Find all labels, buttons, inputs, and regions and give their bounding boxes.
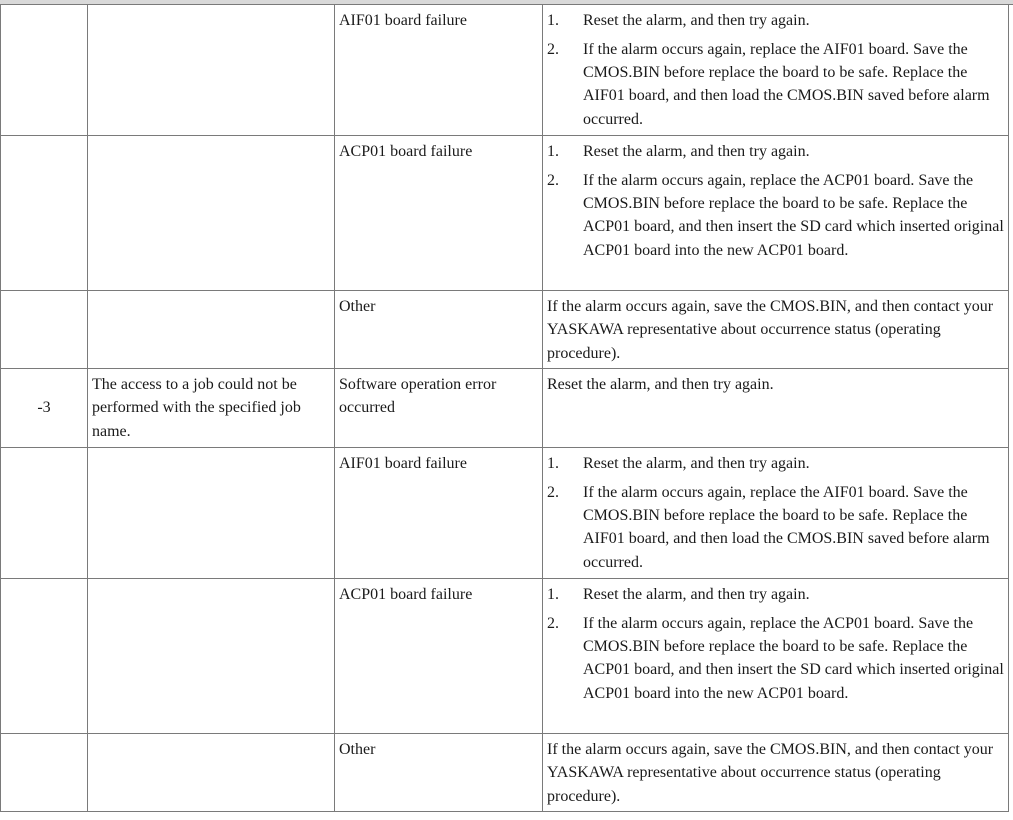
remedy-step — [547, 612, 1004, 705]
alarm-code-cell: -3 — [1, 369, 88, 448]
step-number: 2. — [547, 171, 559, 189]
step-text: If the alarm occurs again, replace the ACP01 board. Save the CMOS.BIN before replace the board to be safe. Replace the ACP01 board, and then insert the SD card which inserted original ACP01 board into the new ACP01 board. — [583, 171, 1004, 259]
alarm-code-cell — [1, 448, 88, 579]
alarm-description-cell — [88, 734, 335, 812]
table-row — [1, 579, 1009, 734]
remedy-step — [547, 140, 1004, 163]
step-number: 1. — [547, 143, 559, 160]
remedy-steps — [547, 140, 1004, 262]
table-row — [1, 448, 1009, 579]
remedy-steps — [547, 583, 1004, 705]
table-row — [1, 369, 1009, 448]
step-text: If the alarm occurs again, replace the AIF01 board. Save the CMOS.BIN before replace the board to be safe. Replace the AIF01 board, and then load the CMOS.BIN saved before alarm occurred. — [583, 40, 990, 128]
alarm-code-cell — [1, 579, 88, 734]
step-number: 1. — [547, 12, 559, 29]
alarm-code-cell — [1, 136, 88, 291]
step-number: 1. — [547, 455, 559, 472]
alarm-description-cell — [88, 136, 335, 291]
alarm-code-cell — [1, 291, 88, 369]
remedy-step — [547, 169, 1004, 262]
cause-cell: AIF01 board failure — [335, 5, 543, 136]
cause-cell: AIF01 board failure — [335, 448, 543, 579]
remedy-cell — [543, 5, 1009, 136]
remedy-step — [547, 583, 1004, 606]
table-row — [1, 136, 1009, 291]
remedy-cell: Reset the alarm, and then try again. — [543, 369, 1009, 448]
step-number: 2. — [547, 483, 559, 501]
remedy-step — [547, 481, 1004, 574]
remedy-steps — [547, 452, 1004, 574]
cause-cell: Software operation error occurred — [335, 369, 543, 448]
remedy-cell — [543, 448, 1009, 579]
remedy-cell: If the alarm occurs again, save the CMOS.BIN, and then contact your YASKAWA representative about occurrence status (operating procedure). — [543, 734, 1009, 812]
alarm-description-cell — [88, 448, 335, 579]
cause-cell: Other — [335, 734, 543, 812]
step-text: If the alarm occurs again, replace the ACP01 board. Save the CMOS.BIN before replace the board to be safe. Replace the ACP01 board, and then insert the SD card which inserted original ACP01 board into the new ACP01 board. — [583, 614, 1004, 702]
remedy-cell — [543, 136, 1009, 291]
remedy-steps — [547, 9, 1004, 131]
alarm-code-cell — [1, 734, 88, 812]
alarm-table — [0, 4, 1009, 812]
remedy-step — [547, 9, 1004, 32]
alarm-description-cell — [88, 579, 335, 734]
step-text: Reset the alarm, and then try again. — [583, 12, 810, 29]
step-text: Reset the alarm, and then try again. — [583, 455, 810, 472]
alarm-description-cell: The access to a job could not be performed with the specified job name. — [88, 369, 335, 448]
step-number: 2. — [547, 614, 559, 632]
step-number: 2. — [547, 40, 559, 58]
cause-cell: ACP01 board failure — [335, 136, 543, 291]
table-row — [1, 5, 1009, 136]
step-text: Reset the alarm, and then try again. — [583, 143, 810, 160]
table-row — [1, 734, 1009, 812]
remedy-step — [547, 452, 1004, 475]
step-text: Reset the alarm, and then try again. — [583, 586, 810, 603]
alarm-description-cell — [88, 291, 335, 369]
cause-cell: ACP01 board failure — [335, 579, 543, 734]
step-number: 1. — [547, 586, 559, 603]
remedy-cell: If the alarm occurs again, save the CMOS.BIN, and then contact your YASKAWA representative about occurrence status (operating procedure). — [543, 291, 1009, 369]
alarm-code-cell — [1, 5, 88, 136]
table-row — [1, 291, 1009, 369]
step-text: If the alarm occurs again, replace the AIF01 board. Save the CMOS.BIN before replace the board to be safe. Replace the AIF01 board, and then load the CMOS.BIN saved before alarm occurred. — [583, 483, 990, 571]
remedy-step — [547, 38, 1004, 131]
alarm-description-cell — [88, 5, 335, 136]
remedy-cell — [543, 579, 1009, 734]
cause-cell: Other — [335, 291, 543, 369]
